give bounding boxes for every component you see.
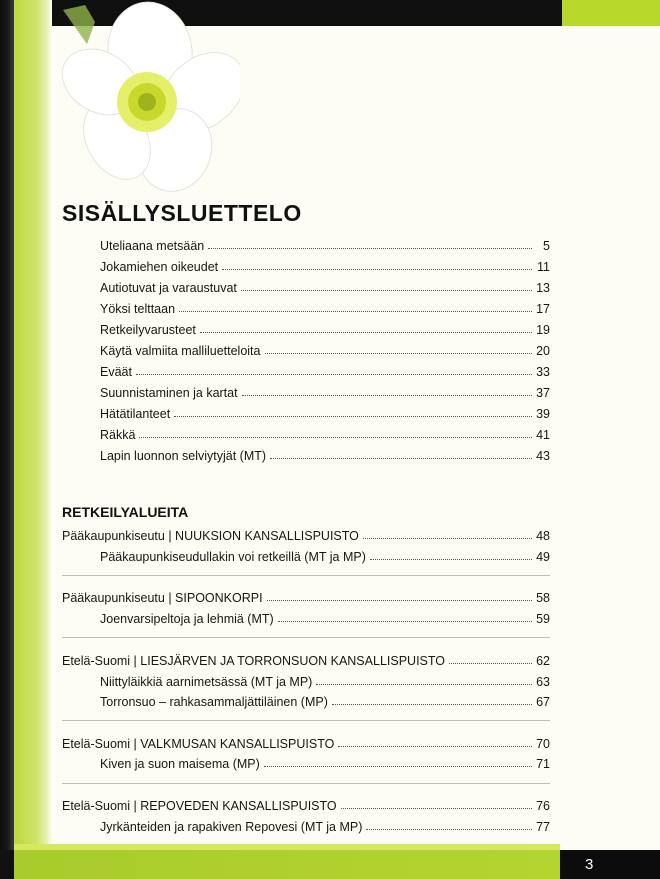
area-entry: Etelä-Suomi | LIESJÄRVEN JA TORRONSUON KANSALLISPUISTO 62	[62, 654, 550, 668]
area-subentry: Jyrkänteiden ja rapakiven Repovesi (MT ja MP) 77	[100, 820, 550, 834]
toc-entry: Jokamiehen oikeudet 11	[100, 260, 550, 274]
white-flower-icon	[55, 0, 240, 195]
page-spine	[0, 0, 14, 879]
toc-entry: Käytä valmiita malliluetteloita 20	[100, 344, 550, 358]
toc-entry: Retkeilyvarusteet 19	[100, 323, 550, 337]
toc-entry: Hätätilanteet 39	[100, 407, 550, 421]
section-divider	[62, 783, 550, 784]
area-subentry: Joenvarsipeltoja ja lehmiä (MT) 59	[100, 612, 550, 626]
section-divider	[62, 575, 550, 576]
toc-entry: Suunnistaminen ja kartat 37	[100, 386, 550, 400]
toc-entry: Yöksi telttaan 17	[100, 302, 550, 316]
top-accent-bar	[562, 0, 660, 26]
area-entry: Etelä-Suomi | VALKMUSAN KANSALLISPUISTO 70	[62, 737, 550, 751]
area-subentry: Kiven ja suon maisema (MP) 71	[100, 757, 550, 771]
area-subentry: Pääkaupunkiseudullakin voi retkeillä (MT ja MP) 49	[100, 550, 550, 564]
section-divider	[62, 637, 550, 638]
area-entry: Etelä-Suomi | REPOVEDEN KANSALLISPUISTO 76	[62, 799, 550, 813]
toc-entry: Eväät 33	[100, 365, 550, 379]
area-entry: Pääkaupunkiseutu | NUUKSION KANSALLISPUISTO 48	[62, 529, 550, 543]
section-divider	[62, 720, 550, 721]
toc-entry: Uteliaana metsään 5	[100, 239, 550, 253]
toc-entry: Lapin luonnon selviytyjät (MT) 43	[100, 449, 550, 463]
left-accent-band	[14, 0, 52, 850]
toc-entry: Räkkä 41	[100, 428, 550, 442]
toc-title: SISÄLLYSLUETTELO	[62, 200, 302, 226]
section-title: RETKEILYALUEITA	[62, 504, 189, 520]
area-entry: Pääkaupunkiseutu | SIPOONKORPI 58	[62, 591, 550, 605]
area-subentry: Niittyläikkiä aarnimetsässä (MT ja MP) 63	[100, 675, 550, 689]
page-number: 3	[585, 856, 594, 873]
area-subentry: Torronsuo – rahkasammaljättiläinen (MP) 67	[100, 695, 550, 709]
toc-entry: Autiotuvat ja varaustuvat 13	[100, 281, 550, 295]
